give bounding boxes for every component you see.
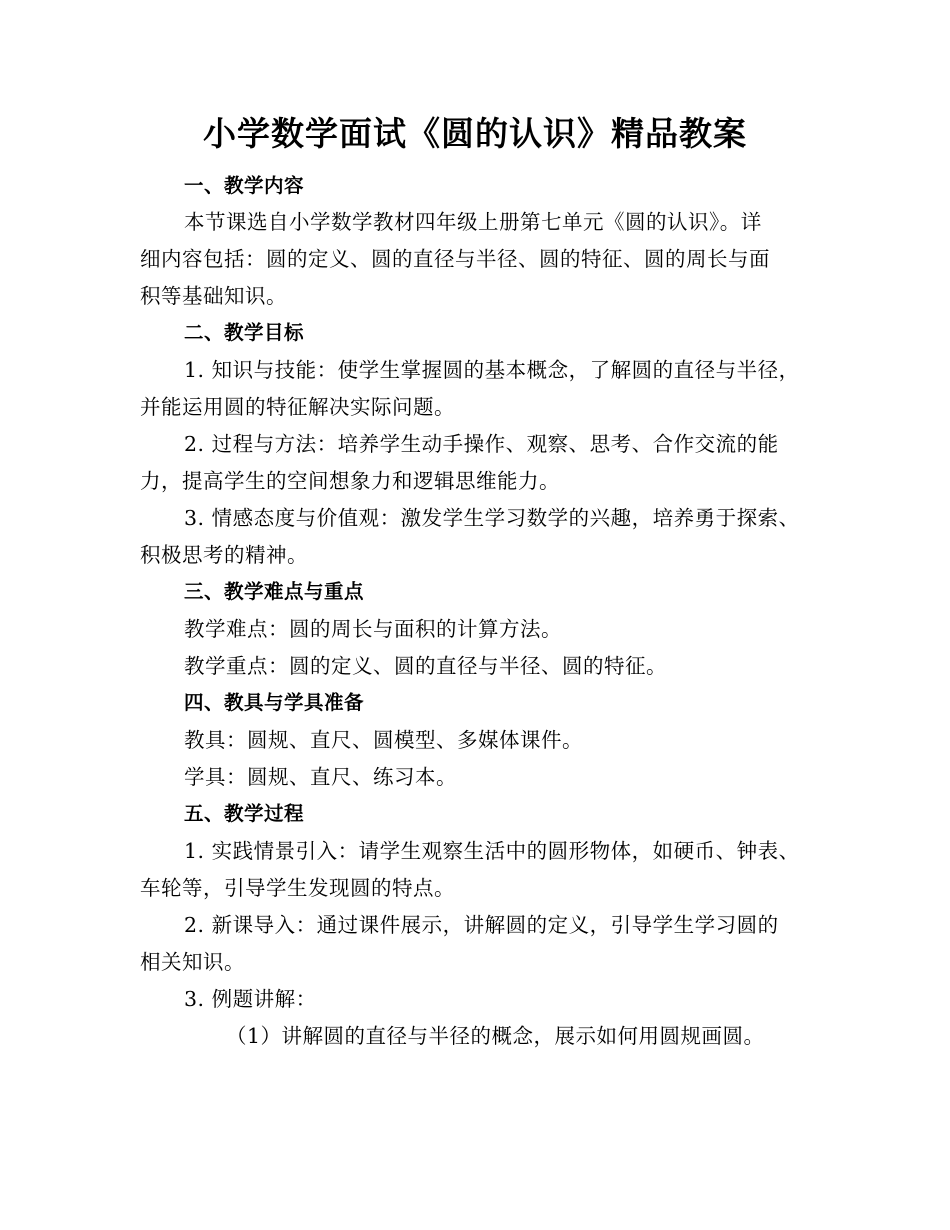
paragraph-line: 本节课选自小学数学教材四年级上册第七单元《圆的认识》。详: [184, 210, 762, 234]
paragraph-line: 1. 实践情景引入：请学生观察生活中的圆形物体，如硬币、钟表、: [184, 839, 800, 863]
section-heading-teaching-aids: 四、教具与学具准备: [184, 691, 365, 714]
paragraph-line: 积极思考的精神。: [140, 543, 308, 567]
section-heading-difficulties-and-key-points: 三、教学难点与重点: [184, 580, 365, 603]
paragraph-line: 教具：圆规、直尺、圆模型、多媒体课件。: [184, 728, 583, 752]
paragraph-line: 2. 过程与方法：培养学生动手操作、观察、思考、合作交流的能: [184, 432, 779, 456]
paragraph-line: 并能运用圆的特征解决实际问题。: [140, 395, 455, 419]
paragraph-line: 2. 新课导入：通过课件展示，讲解圆的定义，引导学生学习圆的: [184, 913, 779, 937]
paragraph-line: 相关知识。: [140, 950, 245, 974]
document-title: 小学数学面试《圆的认识》精品教案: [203, 114, 747, 153]
section-heading-teaching-objectives: 二、教学目标: [184, 321, 305, 344]
section-heading-teaching-content: 一、教学内容: [184, 174, 305, 197]
section-heading-teaching-process: 五、教学过程: [184, 802, 305, 825]
paragraph-line: 1. 知识与技能：使学生掌握圆的基本概念，了解圆的直径与半径，: [184, 358, 800, 382]
paragraph-line: 教学难点：圆的周长与面积的计算方法。: [184, 617, 562, 641]
paragraph-line: 教学重点：圆的定义、圆的直径与半径、圆的特征。: [184, 654, 667, 678]
paragraph-line: 车轮等，引导学生发现圆的特点。: [140, 876, 455, 900]
paragraph-line: 积等基础知识。: [140, 284, 287, 308]
paragraph-line: 力，提高学生的空间想象力和逻辑思维能力。: [140, 469, 560, 493]
paragraph-line: 3. 情感态度与价值观：激发学生学习数学的兴趣，培养勇于探索、: [184, 506, 800, 530]
paragraph-line: 学具：圆规、直尺、练习本。: [184, 765, 457, 789]
paragraph-line: 3. 例题讲解：: [184, 987, 317, 1011]
paragraph-line: （1）讲解圆的直径与半径的概念，展示如何用圆规画圆。: [226, 1024, 765, 1048]
paragraph-line: 细内容包括：圆的定义、圆的直径与半径、圆的特征、圆的周长与面: [140, 247, 770, 271]
